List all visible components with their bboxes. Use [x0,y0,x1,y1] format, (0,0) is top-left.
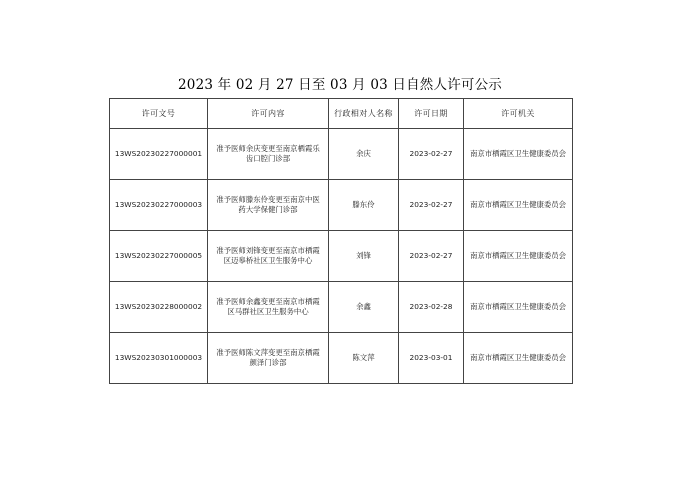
header-counterparty: 行政相对人名称 [329,99,399,129]
authority-cell: 南京市栖霞区卫生健康委员会 [464,282,573,333]
authority-cell: 南京市栖霞区卫生健康委员会 [464,231,573,282]
content-cell [208,282,329,333]
license-no-cell: 13WS20230301000003 [110,333,208,384]
content-line: 准予医师陈文萍变更至南京栖霞 [216,348,320,357]
content-line: 准予医师滕东伶变更至南京中医 [216,195,320,204]
counterparty-cell: 余庆 [329,129,399,180]
counterparty-cell: 刘锋 [329,231,399,282]
content-line: 颜泽门诊部 [249,358,287,367]
content-line: 区迈皋桥社区卫生服务中心 [223,256,313,265]
authority-cell: 南京市栖霞区卫生健康委员会 [464,333,573,384]
table-header-row [110,99,573,129]
table-row [110,333,573,384]
counterparty-cell: 余鑫 [329,282,399,333]
content-cell [208,333,329,384]
header-content: 许可内容 [208,99,329,129]
authority-cell: 南京市栖霞区卫生健康委员会 [464,180,573,231]
table-row [110,180,573,231]
table-row [110,282,573,333]
content-line: 药大学保健门诊部 [238,205,298,214]
counterparty-cell: 滕东伶 [329,180,399,231]
authority-cell: 南京市栖霞区卫生健康委员会 [464,129,573,180]
license-no-cell: 13WS20230227000005 [110,231,208,282]
content-cell [208,231,329,282]
license-no-cell: 13WS20230227000001 [110,129,208,180]
content-line: 区马群社区卫生服务中心 [227,307,309,316]
permit-table [109,98,573,384]
content-line: 准予医师刘锋变更至南京市栖霞 [216,246,320,255]
content-cell [208,129,329,180]
page-title: 2023 年 02 月 27 日至 03 月 03 日自然人许可公示 [178,77,502,93]
header-authority: 许可机关 [464,99,573,129]
header-date: 许可日期 [399,99,464,129]
table-row [110,129,573,180]
license-no-cell: 13WS20230228000002 [110,282,208,333]
date-cell: 2023-02-27 [399,231,464,282]
content-line: 准予医师余庆变更至南京栖霞乐 [216,144,320,153]
table-row [110,231,573,282]
content-line: 齿口腔门诊部 [245,154,291,163]
counterparty-cell: 陈文萍 [329,333,399,384]
date-cell: 2023-02-27 [399,129,464,180]
header-license-no: 许可文号 [110,99,208,129]
date-cell: 2023-02-27 [399,180,464,231]
date-cell: 2023-03-01 [399,333,464,384]
content-cell [208,180,329,231]
date-cell: 2023-02-28 [399,282,464,333]
license-no-cell: 13WS20230227000003 [110,180,208,231]
content-line: 准予医师余鑫变更至南京市栖霞 [216,297,320,306]
